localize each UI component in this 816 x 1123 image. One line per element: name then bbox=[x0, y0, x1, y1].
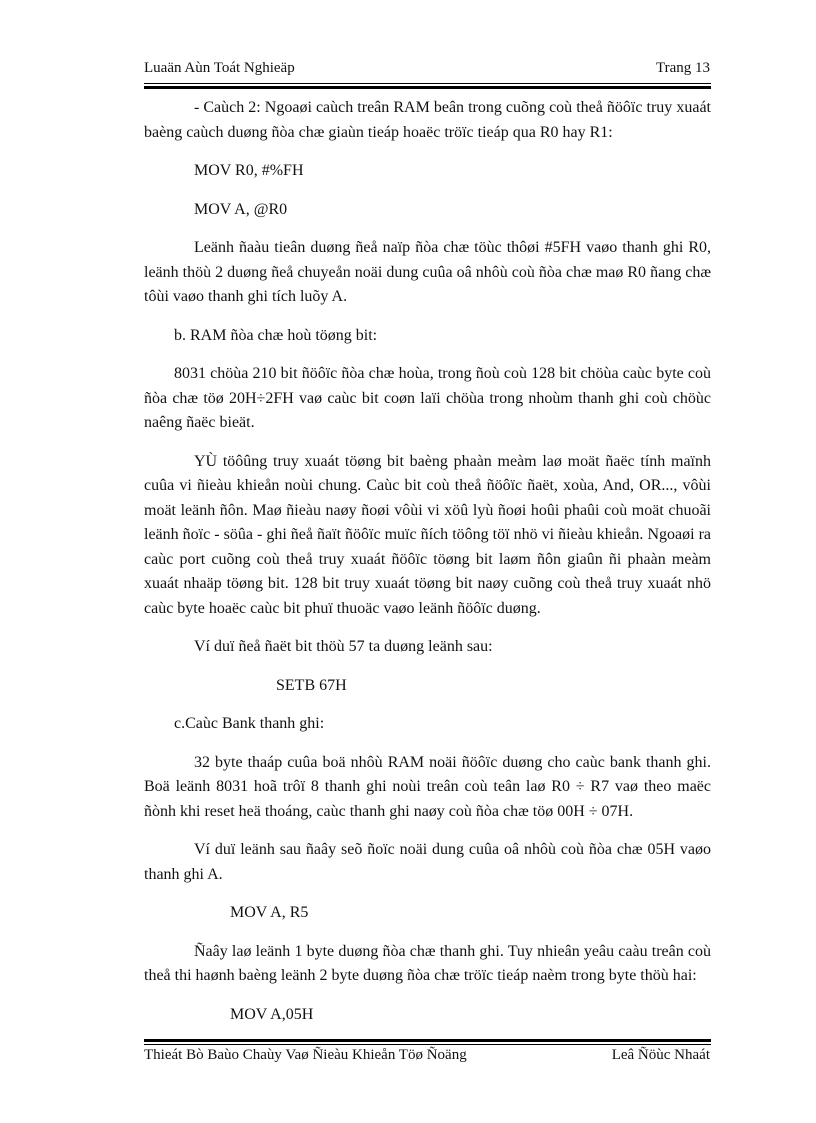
paragraph: Ví duï leänh sau ñaây seõ ñoïc noäi dung cuûa oâ nhôù coù ñòa chæ 05H vaøo thanh ghi A. bbox=[144, 841, 711, 883]
header-rule-thin bbox=[144, 83, 711, 84]
code-line: SETB 67H bbox=[276, 676, 347, 694]
footer-rule-thick bbox=[144, 1039, 711, 1042]
code-line: MOV A, @R0 bbox=[194, 200, 288, 218]
paragraph: Leänh ñaàu tieân duøng ñeå naïp ñòa chæ töùc thôøi #5FH vaøo thanh ghi R0, leänh thöù 2 duøng ñeå chuyeån noäi dung cuûa oâ nhôù coù ñòa chæ maø R0 ñang chæ tôùi vaøo thanh ghi tích luõy A. bbox=[144, 239, 711, 305]
section-heading: b. RAM ñòa chæ hoù töøng bit: bbox=[174, 326, 378, 344]
paragraph: Ñaây laø leänh 1 byte duøng ñòa chæ thanh ghi. Tuy nhieân yeâu caàu treân coù theå thi haønh baèng leänh 2 byte duøng ñòa chæ tröïc tieáp naèm trong byte thöù hai: bbox=[144, 942, 711, 984]
code-line: MOV R0, #%FH bbox=[194, 162, 304, 179]
footer-title: Thieát Bò Baùo Chaùy Vaø Ñieàu Khieån Töø Ñoäng bbox=[144, 1047, 467, 1063]
page-header bbox=[144, 60, 710, 82]
header-rule-thick bbox=[144, 86, 711, 89]
header-title: Luaän Aùn Toát Nghieäp bbox=[144, 60, 295, 76]
paragraph: Ví duï ñeå ñaët bit thöù 57 ta duøng leänh sau: bbox=[194, 638, 493, 655]
code-line: MOV A, R5 bbox=[230, 904, 309, 921]
paragraph: 32 byte thaáp cuûa boä nhôù RAM noäi ñöôïc duøng cho caùc bank thanh ghi. Boä leänh 8031 hoã trôï 8 thanh ghi noùi treân coù teân laø R0 ÷ R7 vaø theo maëc ñònh khi reset heä thoáng, caùc thanh ghi naøy coù ñòa chæ töø 00H ÷ 07H. bbox=[144, 753, 711, 820]
paragraph: - Caùch 2: Ngoaøi caùch treân RAM beân trong cuõng coù theå ñöôïc truy xuaát baèng caùch duøng ñòa chæ giaùn tieáp hoaëc tröïc tieáp qua R0 hay R1: bbox=[144, 99, 711, 141]
page-number: Trang 13 bbox=[655, 60, 710, 76]
section-heading: c.Caùc Bank thanh ghi: bbox=[174, 715, 325, 732]
paragraph: 8031 chöùa 210 bit ñöôïc ñòa chæ hoùa, trong ñoù coù 128 bit chöùa caùc byte coù ñòa chæ töø 20H÷2FH vaø caùc bit coøn laïi chöùa trong nhoùm thanh ghi coù chöùc naêng ñaëc bieät. bbox=[144, 365, 711, 431]
footer-author: Leâ Ñöùc Nhaát bbox=[611, 1047, 710, 1063]
footer-rule-thin bbox=[144, 1044, 711, 1045]
code-line: MOV A,05H bbox=[230, 1005, 314, 1023]
paragraph: YÙ töôûng truy xuaát töøng bit baèng phaàn meàm laø moät ñaëc tính maïnh cuûa vi ñieàu khieån noùi chung. Caùc bit coù theå ñöôïc ñaët, xoùa, And, OR..., vôùi moät leänh ñôn. Maø ñieàu naøy ñoøi vôùi vi xöû lyù ñoøi hoûi phaûi coù moät chuoãi leänh ñoïc - söûa - ghi ñeå ñaït ñöôïc muïc ñích töông töï nhö vi ñieàu khieån. Ngoaøi ra caùc port cuõng coù theå truy xuaát ñöôïc töøng bit laøm ñôn giaûn ñi phaàn meàm xuaát nhaäp töøng bit. 128 bit truy xuaát töøng bit naøy cuõng coù theå truy xuaát nhö caùc byte hoaëc caùc bit phuï thuoäc vaøo leänh ñöôïc duøng. bbox=[144, 452, 711, 617]
page-body bbox=[144, 96, 711, 1027]
page-footer bbox=[144, 1047, 710, 1069]
